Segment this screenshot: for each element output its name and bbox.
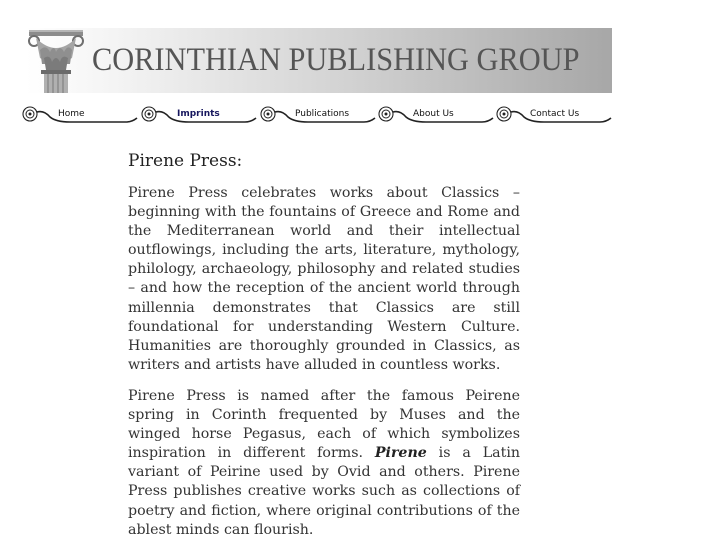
paragraph-text: is a Latin variant of Peirine used by Ovid and others. Pirene Press publishes creative works such as collections of poetry and fiction, where original contributions of the ablest minds can flourish. [128,445,520,538]
nav-label-about-us: About Us [413,109,454,119]
intro-paragraph: Pirene Press celebrates works about Classics – beginning with the fountains of Greece and Rome and the Mediterranean world and their intellectual outflowings, including the arts, literature, mythology, philology, archaeology, philosophy and related studies – and how the reception of the ancient world through millennia demonstrates that Classics are still foundational for understanding Western Culture. Humanities are thoroughly grounded in Classics, as writers and artists have alluded in countless works. [128,185,520,373]
header-banner [26,28,612,93]
nav-label-imprints: Imprints [177,109,220,119]
main-navigation [20,103,614,127]
nav-label-publications: Publications [295,109,350,119]
nav-publications[interactable] [258,103,376,127]
nav-about-us[interactable] [376,103,494,127]
corinthian-capital-icon [26,28,86,93]
nav-label-contact-us: Contact Us [530,109,580,119]
pirene-emphasis: Pirene [374,445,427,462]
paragraph-text: Pirene Press is named after the famous Peirene spring in Corinth frequented by Muses and the winged horse Pegasus, each of which symbolizes inspiration in different forms. [128,387,520,462]
page-title: Pirene Press: [128,151,243,171]
nav-imprints[interactable] [139,103,257,127]
nav-home[interactable] [20,103,138,127]
site-title: CORINTHIAN PUBLISHING GROUP [92,42,580,78]
name-origin-paragraph [128,387,520,540]
nav-label-home: Home [58,109,85,119]
main-content [128,150,520,545]
nav-contact-us[interactable] [494,103,612,127]
